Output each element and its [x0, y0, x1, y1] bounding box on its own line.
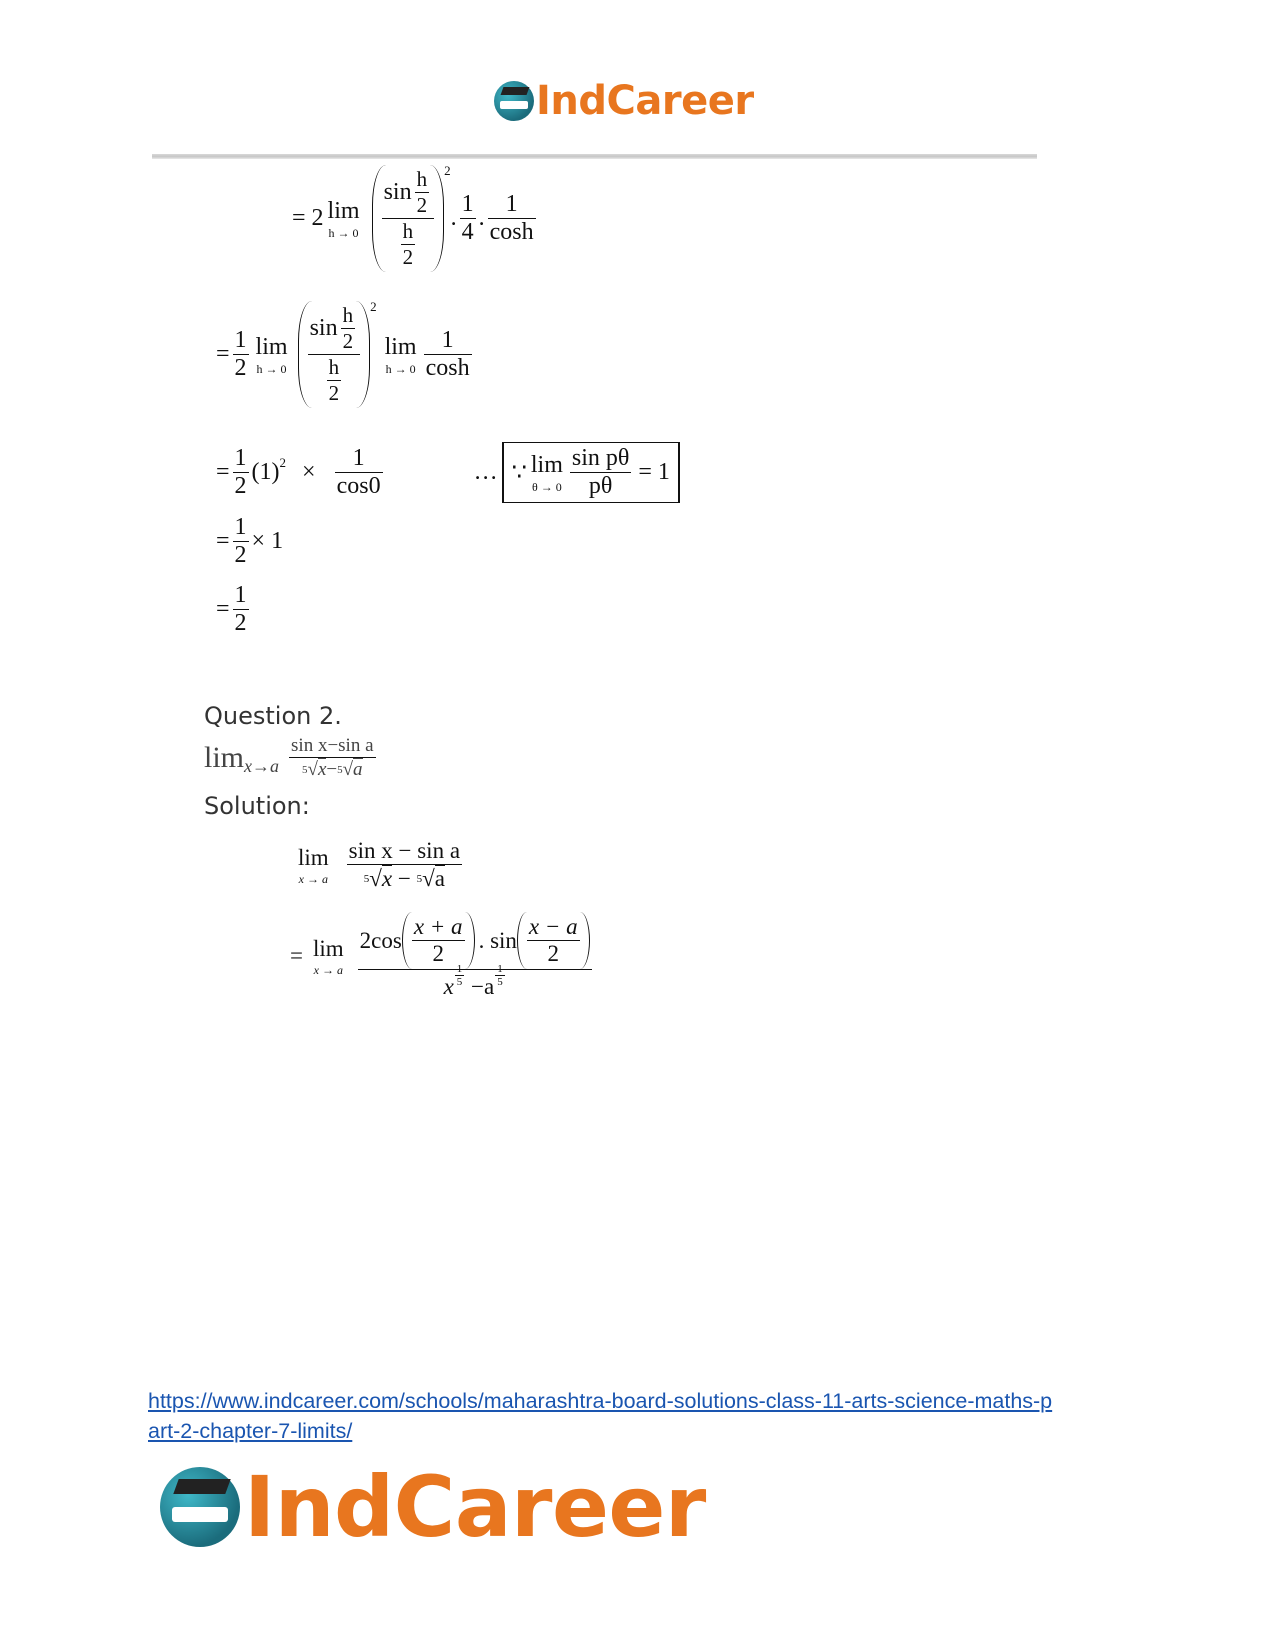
num: h: [402, 219, 414, 243]
logo-text: IndCareer: [536, 78, 754, 124]
den: cosh: [425, 355, 470, 381]
num: sin pθ: [571, 445, 630, 471]
den-x: x: [381, 866, 393, 891]
sin-over-h-fraction: [382, 167, 435, 270]
den: [362, 865, 447, 892]
header-divider: [152, 154, 1037, 159]
question-expression: [204, 735, 379, 781]
den-a: a: [434, 866, 445, 891]
sinp-over-ptheta: [570, 445, 632, 500]
num: 1: [497, 962, 503, 975]
times-one: × 1: [251, 528, 284, 554]
footer-link-line-2[interactable]: art-2-chapter-7-limits/: [148, 1419, 353, 1443]
den-x: x: [443, 974, 454, 999]
den: [300, 758, 365, 781]
lim-sub: x→a: [244, 755, 280, 776]
denominator: [322, 355, 347, 406]
bar: [358, 969, 592, 970]
ellipsis: …: [473, 459, 498, 485]
den: pθ: [588, 473, 613, 499]
dot-sin: . sin: [478, 927, 517, 953]
numerator: [308, 303, 361, 354]
minus: −: [392, 865, 417, 891]
limit: [328, 199, 360, 239]
den: cosh: [489, 219, 534, 245]
lim-word: lim: [255, 333, 288, 360]
dot: .: [450, 205, 457, 231]
exponent: 2: [444, 162, 451, 178]
dot: .: [478, 205, 485, 231]
sin: sin: [383, 179, 412, 205]
one-over-cos0: [335, 445, 383, 500]
exponent-fraction: [455, 963, 465, 988]
solution-fraction: [347, 838, 462, 892]
radical: √: [422, 865, 435, 891]
paren-group: [372, 165, 445, 272]
den: 5: [456, 975, 463, 988]
equals: =: [290, 943, 303, 968]
num: sin x − sin a: [348, 838, 461, 863]
paren-group: [517, 912, 590, 969]
half: [233, 582, 249, 637]
lim-word: lim: [204, 741, 245, 774]
den: 2: [416, 193, 428, 217]
h-over-2: [327, 355, 342, 406]
num: 1: [234, 514, 247, 540]
root-index: 5: [302, 763, 308, 776]
num: x + a: [413, 914, 463, 939]
footer-link-line-1[interactable]: https://www.indcareer.com/schools/maharashtra-board-solutions-class-11-arts-science-maths-p: [148, 1389, 1053, 1413]
minus: −: [326, 758, 338, 780]
den: 2: [342, 329, 354, 353]
solution-fraction: [358, 912, 592, 1000]
num: 1: [234, 327, 247, 353]
lim-word: lim: [327, 197, 360, 224]
header-logo[interactable]: [494, 78, 754, 124]
equals: =: [216, 596, 230, 622]
radical: √: [369, 865, 382, 891]
limit: [313, 937, 344, 976]
one-in-parens: (1): [251, 459, 280, 485]
den: 2: [402, 245, 414, 269]
den: 2: [234, 473, 247, 499]
minus-a: −a: [465, 974, 495, 999]
lim-sub: h → 0: [385, 361, 416, 376]
den-x: x: [317, 759, 327, 780]
h-over-2: [415, 167, 430, 218]
h-over-2: [401, 219, 416, 270]
den: 2: [432, 941, 444, 966]
x-plus-a-over-2: [412, 914, 465, 967]
half: [233, 327, 249, 382]
equals: =: [216, 528, 230, 554]
denominator: [396, 219, 421, 270]
num: 1: [352, 445, 365, 471]
num: h: [342, 303, 354, 327]
lim-sub: x → a: [313, 962, 343, 977]
num: 1: [441, 327, 454, 353]
footer-logo[interactable]: [160, 1458, 706, 1556]
numerator: [358, 912, 592, 969]
solution-label: Solution:: [204, 792, 310, 820]
limit: [256, 335, 288, 375]
graduation-cap-icon: [494, 81, 534, 121]
graduation-cap-icon: [160, 1467, 240, 1547]
num: sin x−sin a: [291, 735, 374, 756]
exponent-fraction: [495, 963, 505, 988]
num: h: [416, 167, 428, 191]
num: 1: [456, 962, 463, 975]
question-fraction: [289, 735, 376, 781]
den: 2: [234, 355, 247, 381]
x-minus-a-over-2: [527, 914, 580, 967]
num: 1: [461, 191, 474, 217]
lim-word: lim: [298, 844, 329, 870]
limit: [385, 335, 417, 375]
lim-word: lim: [530, 451, 563, 478]
num: h: [328, 355, 340, 379]
equals: =: [216, 459, 230, 485]
den: 5: [497, 975, 503, 988]
numerator: [382, 167, 435, 218]
exponent: 2: [370, 298, 377, 314]
step-5: [216, 582, 252, 637]
den: 2: [328, 381, 340, 405]
paren-group: [298, 301, 371, 408]
h-over-2: [341, 303, 356, 354]
den: cos0: [336, 473, 381, 499]
equals: = 2: [292, 205, 324, 231]
quarter: [460, 191, 476, 246]
half: [233, 445, 249, 500]
num: 1: [234, 582, 247, 608]
logo-text: IndCareer: [244, 1458, 706, 1556]
step-2: [216, 298, 475, 408]
limit: [298, 846, 329, 885]
sin: sin: [309, 315, 338, 341]
num: x − a: [528, 914, 578, 939]
because-symbol: ∵: [511, 460, 527, 486]
step-4: [216, 514, 283, 569]
root-index: 5: [416, 872, 423, 885]
equals-one: = 1: [638, 459, 670, 485]
lim-sub: θ → 0: [531, 479, 562, 494]
radical: √: [307, 758, 318, 780]
one-over-cosh: [488, 191, 536, 246]
den: 4: [461, 219, 474, 245]
step-1: [292, 162, 539, 272]
step-3: [216, 442, 680, 503]
den: 2: [234, 610, 247, 636]
num: 1: [505, 191, 518, 217]
lim-sub: x → a: [298, 871, 328, 886]
den: 2: [234, 542, 247, 568]
root-index: 5: [363, 872, 370, 885]
solution-line-2: [290, 912, 595, 1000]
lim-word: lim: [312, 935, 344, 961]
limit: [531, 453, 563, 493]
lim-word: lim: [384, 333, 417, 360]
root-index: 5: [337, 763, 343, 776]
sin-over-h-fraction: [308, 303, 361, 406]
den-a: a: [353, 759, 363, 780]
solution-line-1: [294, 838, 465, 892]
footer-link[interactable]: [148, 1386, 1148, 1446]
exponent: 2: [279, 454, 287, 470]
den: [442, 962, 508, 1000]
one-over-cosh: [424, 327, 472, 382]
paren-group: [402, 912, 475, 969]
lim-sub: h → 0: [256, 361, 287, 376]
lim-sub: h → 0: [328, 225, 359, 240]
radical: √: [342, 758, 354, 780]
den: 2: [547, 941, 560, 966]
bracket-note: [502, 442, 680, 503]
question-title: Question 2.: [204, 702, 342, 730]
equals: =: [216, 341, 230, 367]
two-cos: 2cos: [359, 927, 402, 953]
num: 1: [234, 445, 247, 471]
times: ×: [302, 459, 316, 485]
half: [233, 514, 249, 569]
